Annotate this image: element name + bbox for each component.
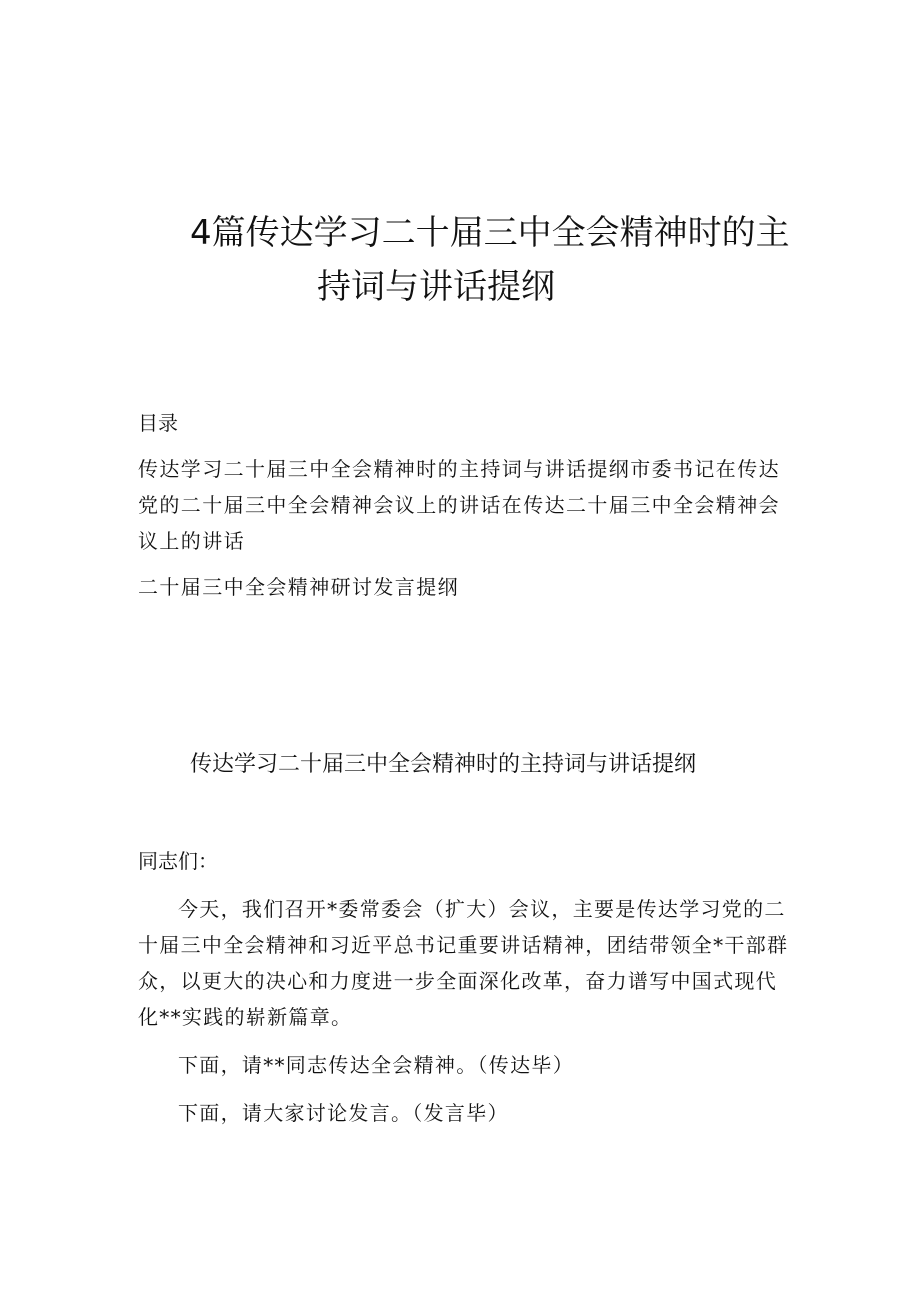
salutation: 同志们： [138,849,218,873]
document-title-line-1: 4篇传达学习二十届三中全会精神时的主 [190,213,790,253]
section-title: 传达学习二十届三中全会精神时的主持词与讲话提纲 [190,752,697,777]
body-paragraph: 下面，请大家讨论发言。（发言毕） [178,1101,509,1125]
section-body [138,843,798,1143]
document-title [190,206,810,314]
table-of-contents [138,405,798,605]
body-paragraph: 今天，我们召开*委常委会（扩大）会议，主要是传达学习党的二十届三中全会精神和习近平总书记重要讲话精神，团结带领全*干部群众，以更大的决心和力度进一步全面深化改革，奋力谱写中国式现代化**实践的崭新篇章。 [138,897,789,1029]
document-title-line-2: 持词与讲话提纲 [317,267,555,307]
toc-entry: 二十届三中全会精神研讨发言提纲 [138,575,459,599]
toc-entry: 传达学习二十届三中全会精神时的主持词与讲话提纲市委书记在传达党的二十届三中全会精神会议上的讲话在传达二十届三中全会精神会议上的讲话 [138,457,780,553]
body-paragraph: 下面，请**同志传达全会精神。（传达毕） [178,1053,574,1077]
toc-heading: 目录 [138,411,178,435]
